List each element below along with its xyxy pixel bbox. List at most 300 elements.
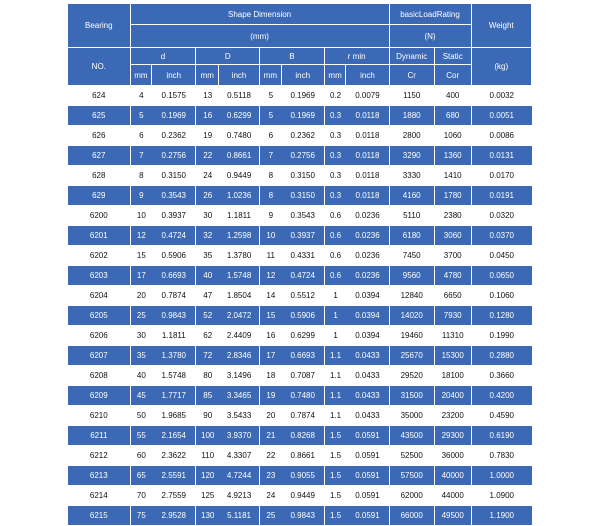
b-inch-cell: 0.3150 [282,166,325,186]
cr-cell: 43500 [390,426,435,446]
shape-dimension-header: Shape Dimension [131,4,390,25]
r-mm-header: mm [325,65,347,86]
big-d-inch-cell: 2.0472 [219,306,260,326]
weight-cell: 1.1900 [472,506,532,526]
big-d-mm-cell: 13 [196,86,219,106]
b-mm-cell: 22 [260,446,282,466]
r-inch-cell: 0.0118 [346,106,389,126]
table-row [68,206,532,226]
d-inch-cell: 0.6693 [152,266,196,286]
r-mm-cell: 0.3 [325,186,347,206]
bearing-no-cell: 6201 [68,226,131,246]
bearing-no-cell: 6204 [68,286,131,306]
d-inch-cell: 0.2362 [152,126,196,146]
b-mm-cell: 10 [260,226,282,246]
b-inch-cell: 0.7480 [282,386,325,406]
weight-cell: 0.4200 [472,386,532,406]
big-d-inch-cell: 5.1181 [219,506,260,526]
d-inch-cell: 2.1654 [152,426,196,446]
cr-cell: 66000 [390,506,435,526]
r-mm-cell: 1 [325,306,347,326]
d-mm-cell: 65 [131,466,153,486]
b-mm-cell: 15 [260,306,282,326]
weight-cell: 1.0000 [472,466,532,486]
r-inch-cell: 0.0236 [346,266,389,286]
weight-cell: 0.0086 [472,126,532,146]
cr-cell: 5110 [390,206,435,226]
r-mm-cell: 1 [325,326,347,346]
d-inch-cell: 1.3780 [152,346,196,366]
big-d-mm-cell: 47 [196,286,219,306]
cr-cell: 25670 [390,346,435,366]
big-d-mm-cell: 52 [196,306,219,326]
cor-cell: 23200 [435,406,472,426]
big-d-mm-cell: 19 [196,126,219,146]
dynamic-header: Dynamic [390,48,435,65]
r-mm-cell: 0.6 [325,206,347,226]
d-mm-cell: 7 [131,146,153,166]
table-row [68,406,532,426]
weight-cell: 0.0320 [472,206,532,226]
cr-cell: 14020 [390,306,435,326]
weight-cell: 0.1990 [472,326,532,346]
bearing-no-cell: 624 [68,86,131,106]
r-mm-cell: 1.5 [325,446,347,466]
d-mm-cell: 60 [131,446,153,466]
d-mm-cell: 17 [131,266,153,286]
weight-cell: 0.0170 [472,166,532,186]
cor-cell: 20400 [435,386,472,406]
big-d-inch-cell: 1.3780 [219,246,260,266]
cr-cell: 62000 [390,486,435,506]
rmin-header: r min [325,48,390,65]
bearing-no-cell: 628 [68,166,131,186]
big-d-mm-cell: 16 [196,106,219,126]
d-mm-cell: 5 [131,106,153,126]
b-mm-cell: 20 [260,406,282,426]
weight-cell: 0.4590 [472,406,532,426]
r-inch-cell: 0.0394 [346,306,389,326]
table-row [68,266,532,286]
big-d-mm-cell: 22 [196,146,219,166]
d-inch-cell: 0.1575 [152,86,196,106]
bearing-no-cell: 6208 [68,366,131,386]
bearing-spec-table [68,4,532,526]
d-inch-cell: 0.3543 [152,186,196,206]
cor-cell: 400 [435,86,472,106]
weight-cell: 0.0450 [472,246,532,266]
d-inch-cell: 0.4724 [152,226,196,246]
b-mm-cell: 7 [260,146,282,166]
big-d-inch-cell: 1.5748 [219,266,260,286]
r-inch-header: inch [346,65,389,86]
b-mm-cell: 5 [260,86,282,106]
r-inch-cell: 0.0433 [346,366,389,386]
big-d-inch-cell: 0.7480 [219,126,260,146]
b-header: B [260,48,325,65]
d-mm-cell: 15 [131,246,153,266]
big-d-inch-cell: 3.9370 [219,426,260,446]
b-inch-cell: 0.5906 [282,306,325,326]
b-mm-cell: 18 [260,366,282,386]
b-inch-header: inch [282,65,325,86]
bearing-no-cell: 6214 [68,486,131,506]
table-row [68,446,532,466]
r-inch-cell: 0.0118 [346,166,389,186]
d-inch-cell: 1.5748 [152,366,196,386]
d-mm-cell: 8 [131,166,153,186]
table-row [68,386,532,406]
big-d-inch-header: inch [219,65,260,86]
load-rating-header: basicLoadRating [390,4,472,25]
r-mm-cell: 1.1 [325,406,347,426]
r-inch-cell: 0.0079 [346,86,389,106]
table-row [68,246,532,266]
bearing-no-cell: 6213 [68,466,131,486]
big-d-mm-cell: 24 [196,166,219,186]
r-inch-cell: 0.0433 [346,406,389,426]
r-inch-cell: 0.0394 [346,286,389,306]
b-inch-cell: 0.2362 [282,126,325,146]
b-inch-cell: 0.4331 [282,246,325,266]
table-row [68,366,532,386]
big-d-inch-cell: 1.0236 [219,186,260,206]
weight-cell: 0.0191 [472,186,532,206]
d-mm-cell: 12 [131,226,153,246]
big-d-inch-cell: 0.5118 [219,86,260,106]
big-d-inch-cell: 4.9213 [219,486,260,506]
b-inch-cell: 0.3543 [282,206,325,226]
no-header: NO. [68,48,131,86]
cr-cell: 2800 [390,126,435,146]
d-inch-cell: 0.3937 [152,206,196,226]
b-mm-cell: 19 [260,386,282,406]
bearing-no-cell: 6212 [68,446,131,466]
d-mm-cell: 35 [131,346,153,366]
cor-cell: 11310 [435,326,472,346]
bearing-header-cell [68,4,131,48]
r-inch-cell: 0.0394 [346,326,389,346]
weight-cell: 0.1280 [472,306,532,326]
big-d-inch-cell: 0.8661 [219,146,260,166]
big-d-mm-header: mm [196,65,219,86]
big-d-mm-cell: 40 [196,266,219,286]
big-d-mm-cell: 110 [196,446,219,466]
d-inch-cell: 0.5906 [152,246,196,266]
cor-cell: 29300 [435,426,472,446]
cr-cell: 52500 [390,446,435,466]
weight-cell: 0.7830 [472,446,532,466]
bearing-no-cell: 6205 [68,306,131,326]
r-mm-cell: 1.5 [325,426,347,446]
d-mm-cell: 30 [131,326,153,346]
cr-cell: 12840 [390,286,435,306]
cr-header: Cr [390,65,435,86]
r-inch-cell: 0.0118 [346,186,389,206]
r-mm-cell: 0.6 [325,266,347,286]
r-mm-cell: 1.5 [325,506,347,526]
big-d-inch-cell: 1.1811 [219,206,260,226]
d-inch-cell: 0.9843 [152,306,196,326]
bearing-no-cell: 6211 [68,426,131,446]
b-mm-cell: 12 [260,266,282,286]
r-inch-cell: 0.0433 [346,346,389,366]
d-mm-cell: 75 [131,506,153,526]
big-d-mm-cell: 125 [196,486,219,506]
bearing-no-cell: 6207 [68,346,131,366]
mm-unit-header: (mm) [131,25,390,48]
b-mm-cell: 17 [260,346,282,366]
table-row [68,226,532,246]
cr-cell: 29520 [390,366,435,386]
r-mm-cell: 0.6 [325,226,347,246]
bearing-no-cell: 6210 [68,406,131,426]
r-mm-cell: 1.1 [325,346,347,366]
b-mm-cell: 8 [260,186,282,206]
d-mm-cell: 45 [131,386,153,406]
big-d-inch-cell: 3.3465 [219,386,260,406]
weight-cell: 0.0650 [472,266,532,286]
big-d-inch-cell: 1.2598 [219,226,260,246]
r-mm-cell: 1.5 [325,466,347,486]
bearing-no-cell: 6203 [68,266,131,286]
big-d-header: D [196,48,260,65]
d-mm-cell: 40 [131,366,153,386]
weight-cell: 0.0370 [472,226,532,246]
cor-cell: 40000 [435,466,472,486]
cor-cell: 44000 [435,486,472,506]
b-inch-cell: 0.1969 [282,106,325,126]
r-mm-cell: 1.5 [325,486,347,506]
newton-unit-header: (N) [390,25,472,48]
r-mm-cell: 1 [325,286,347,306]
cr-cell: 57500 [390,466,435,486]
d-inch-cell: 1.7717 [152,386,196,406]
big-d-mm-cell: 35 [196,246,219,266]
b-mm-cell: 8 [260,166,282,186]
r-inch-cell: 0.0236 [346,246,389,266]
table-row [68,466,532,486]
b-mm-header: mm [260,65,282,86]
big-d-mm-cell: 120 [196,466,219,486]
big-d-mm-cell: 90 [196,406,219,426]
d-inch-cell: 2.5591 [152,466,196,486]
r-inch-cell: 0.0591 [346,426,389,446]
d-header: d [131,48,197,65]
big-d-mm-cell: 32 [196,226,219,246]
b-inch-cell: 0.9055 [282,466,325,486]
cor-cell: 1780 [435,186,472,206]
b-mm-cell: 5 [260,106,282,126]
bearing-no-cell: 626 [68,126,131,146]
r-mm-cell: 0.6 [325,246,347,266]
r-inch-cell: 0.0591 [346,506,389,526]
b-inch-cell: 0.7874 [282,406,325,426]
b-mm-cell: 24 [260,486,282,506]
r-inch-cell: 0.0591 [346,446,389,466]
cr-cell: 31500 [390,386,435,406]
b-inch-cell: 0.3937 [282,226,325,246]
r-inch-cell: 0.0433 [346,386,389,406]
weight-header: Weight [472,4,532,48]
b-mm-cell: 16 [260,326,282,346]
b-inch-cell: 0.1969 [282,86,325,106]
r-inch-cell: 0.0591 [346,486,389,506]
b-mm-cell: 11 [260,246,282,266]
d-mm-cell: 4 [131,86,153,106]
b-inch-cell: 0.3150 [282,186,325,206]
table-row [68,186,532,206]
weight-cell: 0.6190 [472,426,532,446]
r-inch-cell: 0.0236 [346,226,389,246]
table-row [68,146,532,166]
cr-cell: 1880 [390,106,435,126]
r-mm-cell: 0.3 [325,106,347,126]
table-row [68,286,532,306]
table-row [68,346,532,366]
static-header: Static [435,48,472,65]
bearing-header: Bearing [85,21,113,30]
cr-cell: 9560 [390,266,435,286]
b-mm-cell: 23 [260,466,282,486]
table-row [68,326,532,346]
big-d-inch-cell: 2.8346 [219,346,260,366]
r-inch-cell: 0.0591 [346,466,389,486]
weight-cell: 0.0051 [472,106,532,126]
weight-cell: 0.3660 [472,366,532,386]
d-inch-cell: 1.9685 [152,406,196,426]
table-row [68,486,532,506]
cor-cell: 2380 [435,206,472,226]
cor-cell: 6650 [435,286,472,306]
b-mm-cell: 6 [260,126,282,146]
big-d-mm-cell: 130 [196,506,219,526]
weight-cell: 0.1060 [472,286,532,306]
big-d-inch-cell: 4.7244 [219,466,260,486]
weight-cell: 0.0032 [472,86,532,106]
d-mm-cell: 20 [131,286,153,306]
big-d-mm-cell: 100 [196,426,219,446]
d-inch-cell: 0.1969 [152,106,196,126]
d-mm-cell: 10 [131,206,153,226]
cor-cell: 4780 [435,266,472,286]
r-inch-cell: 0.0118 [346,126,389,146]
bearing-no-cell: 6200 [68,206,131,226]
r-inch-cell: 0.0118 [346,146,389,166]
d-mm-cell: 70 [131,486,153,506]
b-inch-cell: 0.8268 [282,426,325,446]
big-d-mm-cell: 62 [196,326,219,346]
cor-cell: 49500 [435,506,472,526]
b-inch-cell: 0.9843 [282,506,325,526]
table-row [68,86,532,106]
cr-cell: 3290 [390,146,435,166]
table-row [68,426,532,446]
big-d-inch-cell: 1.8504 [219,286,260,306]
cr-cell: 6180 [390,226,435,246]
b-inch-cell: 0.4724 [282,266,325,286]
bearing-no-cell: 6206 [68,326,131,346]
r-mm-cell: 1.1 [325,366,347,386]
table-row [68,306,532,326]
big-d-inch-cell: 3.5433 [219,406,260,426]
d-inch-cell: 2.9528 [152,506,196,526]
r-mm-cell: 0.3 [325,166,347,186]
d-inch-header: inch [152,65,196,86]
r-mm-cell: 1.1 [325,386,347,406]
bearing-no-cell: 6215 [68,506,131,526]
r-mm-cell: 0.3 [325,126,347,146]
table-row [68,166,532,186]
cor-cell: 1410 [435,166,472,186]
cor-cell: 7930 [435,306,472,326]
d-mm-cell: 55 [131,426,153,446]
d-mm-header: mm [131,65,153,86]
b-inch-cell: 0.2756 [282,146,325,166]
big-d-inch-cell: 4.3307 [219,446,260,466]
d-inch-cell: 0.3150 [152,166,196,186]
cor-cell: 1360 [435,146,472,166]
big-d-inch-cell: 2.4409 [219,326,260,346]
d-inch-cell: 0.2756 [152,146,196,166]
d-mm-cell: 25 [131,306,153,326]
d-inch-cell: 0.7874 [152,286,196,306]
kg-unit-header: (kg) [472,48,532,86]
big-d-mm-cell: 30 [196,206,219,226]
cor-cell: 3700 [435,246,472,266]
b-inch-cell: 0.6299 [282,326,325,346]
d-mm-cell: 9 [131,186,153,206]
bearing-no-cell: 629 [68,186,131,206]
bearing-no-cell: 625 [68,106,131,126]
d-inch-cell: 1.1811 [152,326,196,346]
b-mm-cell: 21 [260,426,282,446]
r-mm-cell: 0.2 [325,86,347,106]
big-d-inch-cell: 3.1496 [219,366,260,386]
b-inch-cell: 0.6693 [282,346,325,366]
weight-cell: 0.0131 [472,146,532,166]
table-row [68,106,532,126]
big-d-mm-cell: 80 [196,366,219,386]
cr-cell: 7450 [390,246,435,266]
bearing-no-cell: 627 [68,146,131,166]
b-mm-cell: 9 [260,206,282,226]
big-d-mm-cell: 85 [196,386,219,406]
big-d-mm-cell: 72 [196,346,219,366]
b-inch-cell: 0.8661 [282,446,325,466]
weight-cell: 0.2880 [472,346,532,366]
table-body [68,86,532,526]
d-inch-cell: 2.3622 [152,446,196,466]
weight-cell: 1.0900 [472,486,532,506]
cor-cell: 18100 [435,366,472,386]
big-d-inch-cell: 0.9449 [219,166,260,186]
b-inch-cell: 0.9449 [282,486,325,506]
cor-cell: 36000 [435,446,472,466]
b-mm-cell: 14 [260,286,282,306]
big-d-mm-cell: 26 [196,186,219,206]
table-row [68,506,532,526]
cor-cell: 3060 [435,226,472,246]
bearing-no-cell: 6209 [68,386,131,406]
b-mm-cell: 25 [260,506,282,526]
cr-cell: 35000 [390,406,435,426]
d-inch-cell: 2.7559 [152,486,196,506]
cor-cell: 680 [435,106,472,126]
b-inch-cell: 0.5512 [282,286,325,306]
bearing-no-cell: 6202 [68,246,131,266]
cr-cell: 3330 [390,166,435,186]
